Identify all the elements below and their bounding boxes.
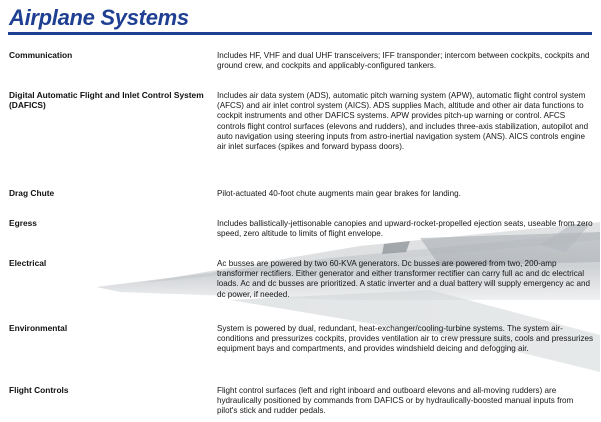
section-description-flight-controls: Flight control surfaces (left and right inboard and outboard elevons and all-moving rudders) are hydraulically positioned by commands from DAFICS or by hydraulically-boosted manual inputs from pilot's stick and rudder pedals. bbox=[217, 386, 574, 416]
section-label-egress: Egress bbox=[9, 218, 37, 228]
section-label-dafics: Digital Automatic Flight and Inlet Control System (DAFICS) bbox=[9, 90, 204, 111]
section-description-communication: Includes HF, VHF and dual UHF transceivers; IFF transponder; intercom between cockpits, cockpits and ground crew, and cockpits and applicably-configured tankers. bbox=[217, 51, 590, 71]
section-label-flight-controls: Flight Controls bbox=[9, 385, 69, 395]
section-label-communication: Communication bbox=[9, 50, 73, 60]
section-label-environmental: Environmental bbox=[9, 323, 68, 333]
section-label-electrical: Electrical bbox=[9, 258, 47, 268]
title-underline bbox=[8, 32, 592, 35]
section-description-egress: Includes ballistically-jettisonable canopies and upward-rocket-propelled ejection seats, useable from zero speed, zero altitude to limits of flight envelope. bbox=[217, 219, 593, 239]
section-description-electrical: Ac busses are powered by two 60-KVA generators. Dc busses are powered from two, 200-amp transformer rectifiers. Either generator and either transformer rectifier can carry full ac and dc electrical loads. Ac and dc busses are prioritized. A static inverter and a dual battery will supply emergency ac and dc power, if needed. bbox=[217, 259, 590, 299]
page-title: Airplane Systems bbox=[9, 5, 189, 30]
section-description-environmental: System is powered by dual, redundant, heat-exchanger/cooling-turbine systems. The system air-conditions and pressurizes cockpits, provides ventilation air to crew pressure suits, cools and pressurizes equipment bays and compartments, and provides windshield deicing and defogging air. bbox=[217, 324, 594, 354]
section-label-drag-chute: Drag Chute bbox=[9, 188, 55, 198]
section-description-drag-chute: Pilot-actuated 40-foot chute augments main gear brakes for landing. bbox=[217, 189, 461, 198]
section-description-dafics: Includes air data system (ADS), automatic pitch warning system (APW), automatic flight control system (AFCS) and air inlet control system (AICS). ADS supplies Mach, altitude and other air data functions to cockpit instruments and other DAFICS systems. APW provides pitch-up warning or control. AFCS controls flight control surfaces (elevons and rudders), and includes three-axis stabilization, autopilot and auto navigation using steering inputs from astro-inertial navigation system (ANS). AICS controls engine air inlet surfaces (spikes and forward bypass doors). bbox=[217, 91, 589, 152]
